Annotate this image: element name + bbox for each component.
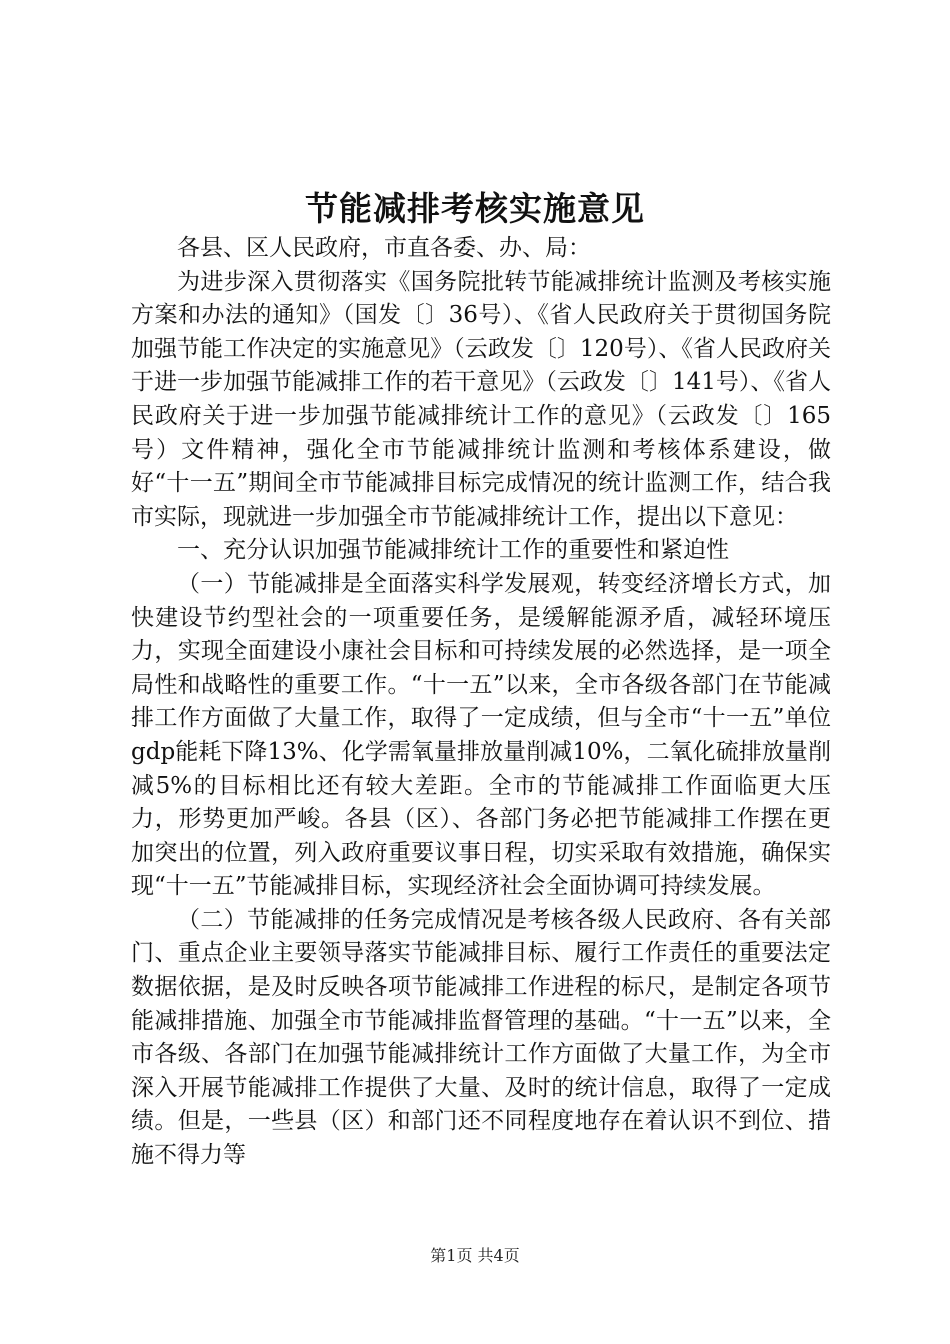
- document-title: 节能减排考核实施意见: [305, 189, 645, 228]
- document-body: [131, 232, 831, 1173]
- intro-paragraph: 为进步深入贯彻落实《国务院批转节能减排统计监测及考核实施方案和办法的通知》（国发〔〕36号）、《省人民政府关于贯彻国务院加强节能工作决定的实施意见》（云政发〔〕120号）、《省人民政府关于进一步加强节能减排工作的若干意见》（云政发〔〕141号）、《省人民政府关于进一步加强节能减排统计工作的意见》（云政发〔〕165号）文件精神，强化全市节能减排统计监测和考核体系建设，做好“十一五”期间全市节能减排目标完成情况的统计监测工作，结合我市实际，现就进一步加强全市节能减排统计工作，提出以下意见：: [131, 268, 831, 530]
- salutation-paragraph: 各县、区人民政府，市直各委、办、局：: [177, 235, 591, 261]
- body-paragraph-2: （二）节能减排的任务完成情况是考核各级人民政府、各有关部门、重点企业主要领导落实节能减排目标、履行工作责任的重要法定数据依据，是及时反映各项节能减排工作进程的标尺，是制定各项节能减排措施、加强全市节能减排监督管理的基础。“十一五”以来，全市各级、各部门在加强节能减排统计工作方面做了大量工作，为全市深入开展节能减排工作提供了大量、及时的统计信息，取得了一定成绩。但是，一些县（区）和部门还不同程度地存在着认识不到位、措施不得力等: [131, 906, 831, 1169]
- page-number-footer: 第1页 共4页: [430, 1246, 520, 1265]
- section-heading-1: 一、充分认识加强节能减排统计工作的重要性和紧迫性: [177, 537, 729, 564]
- body-paragraph-1: （一）节能减排是全面落实科学发展观，转变经济增长方式，加快建设节约型社会的一项重要任务，是缓解能源矛盾，减轻环境压力，实现全面建设小康社会目标和可持续发展的必然选择，是一项全局性和战略性的重要工作。“十一五”以来，全市各级各部门在节能减排工作方面做了大量工作，取得了一定成绩，但与全市“十一五”单位gdp能耗下降13%、化学需氧量排放量削减10%，二氧化硫排放量削减5%的目标相比还有较大差距。全市的节能减排工作面临更大压力，形势更加严峻。各县（区）、各部门务必把节能减排工作摆在更加突出的位置，列入政府重要议事日程，切实采取有效措施，确保实现“十一五”节能减排目标，实现经济社会全面协调可持续发展。: [131, 570, 831, 900]
